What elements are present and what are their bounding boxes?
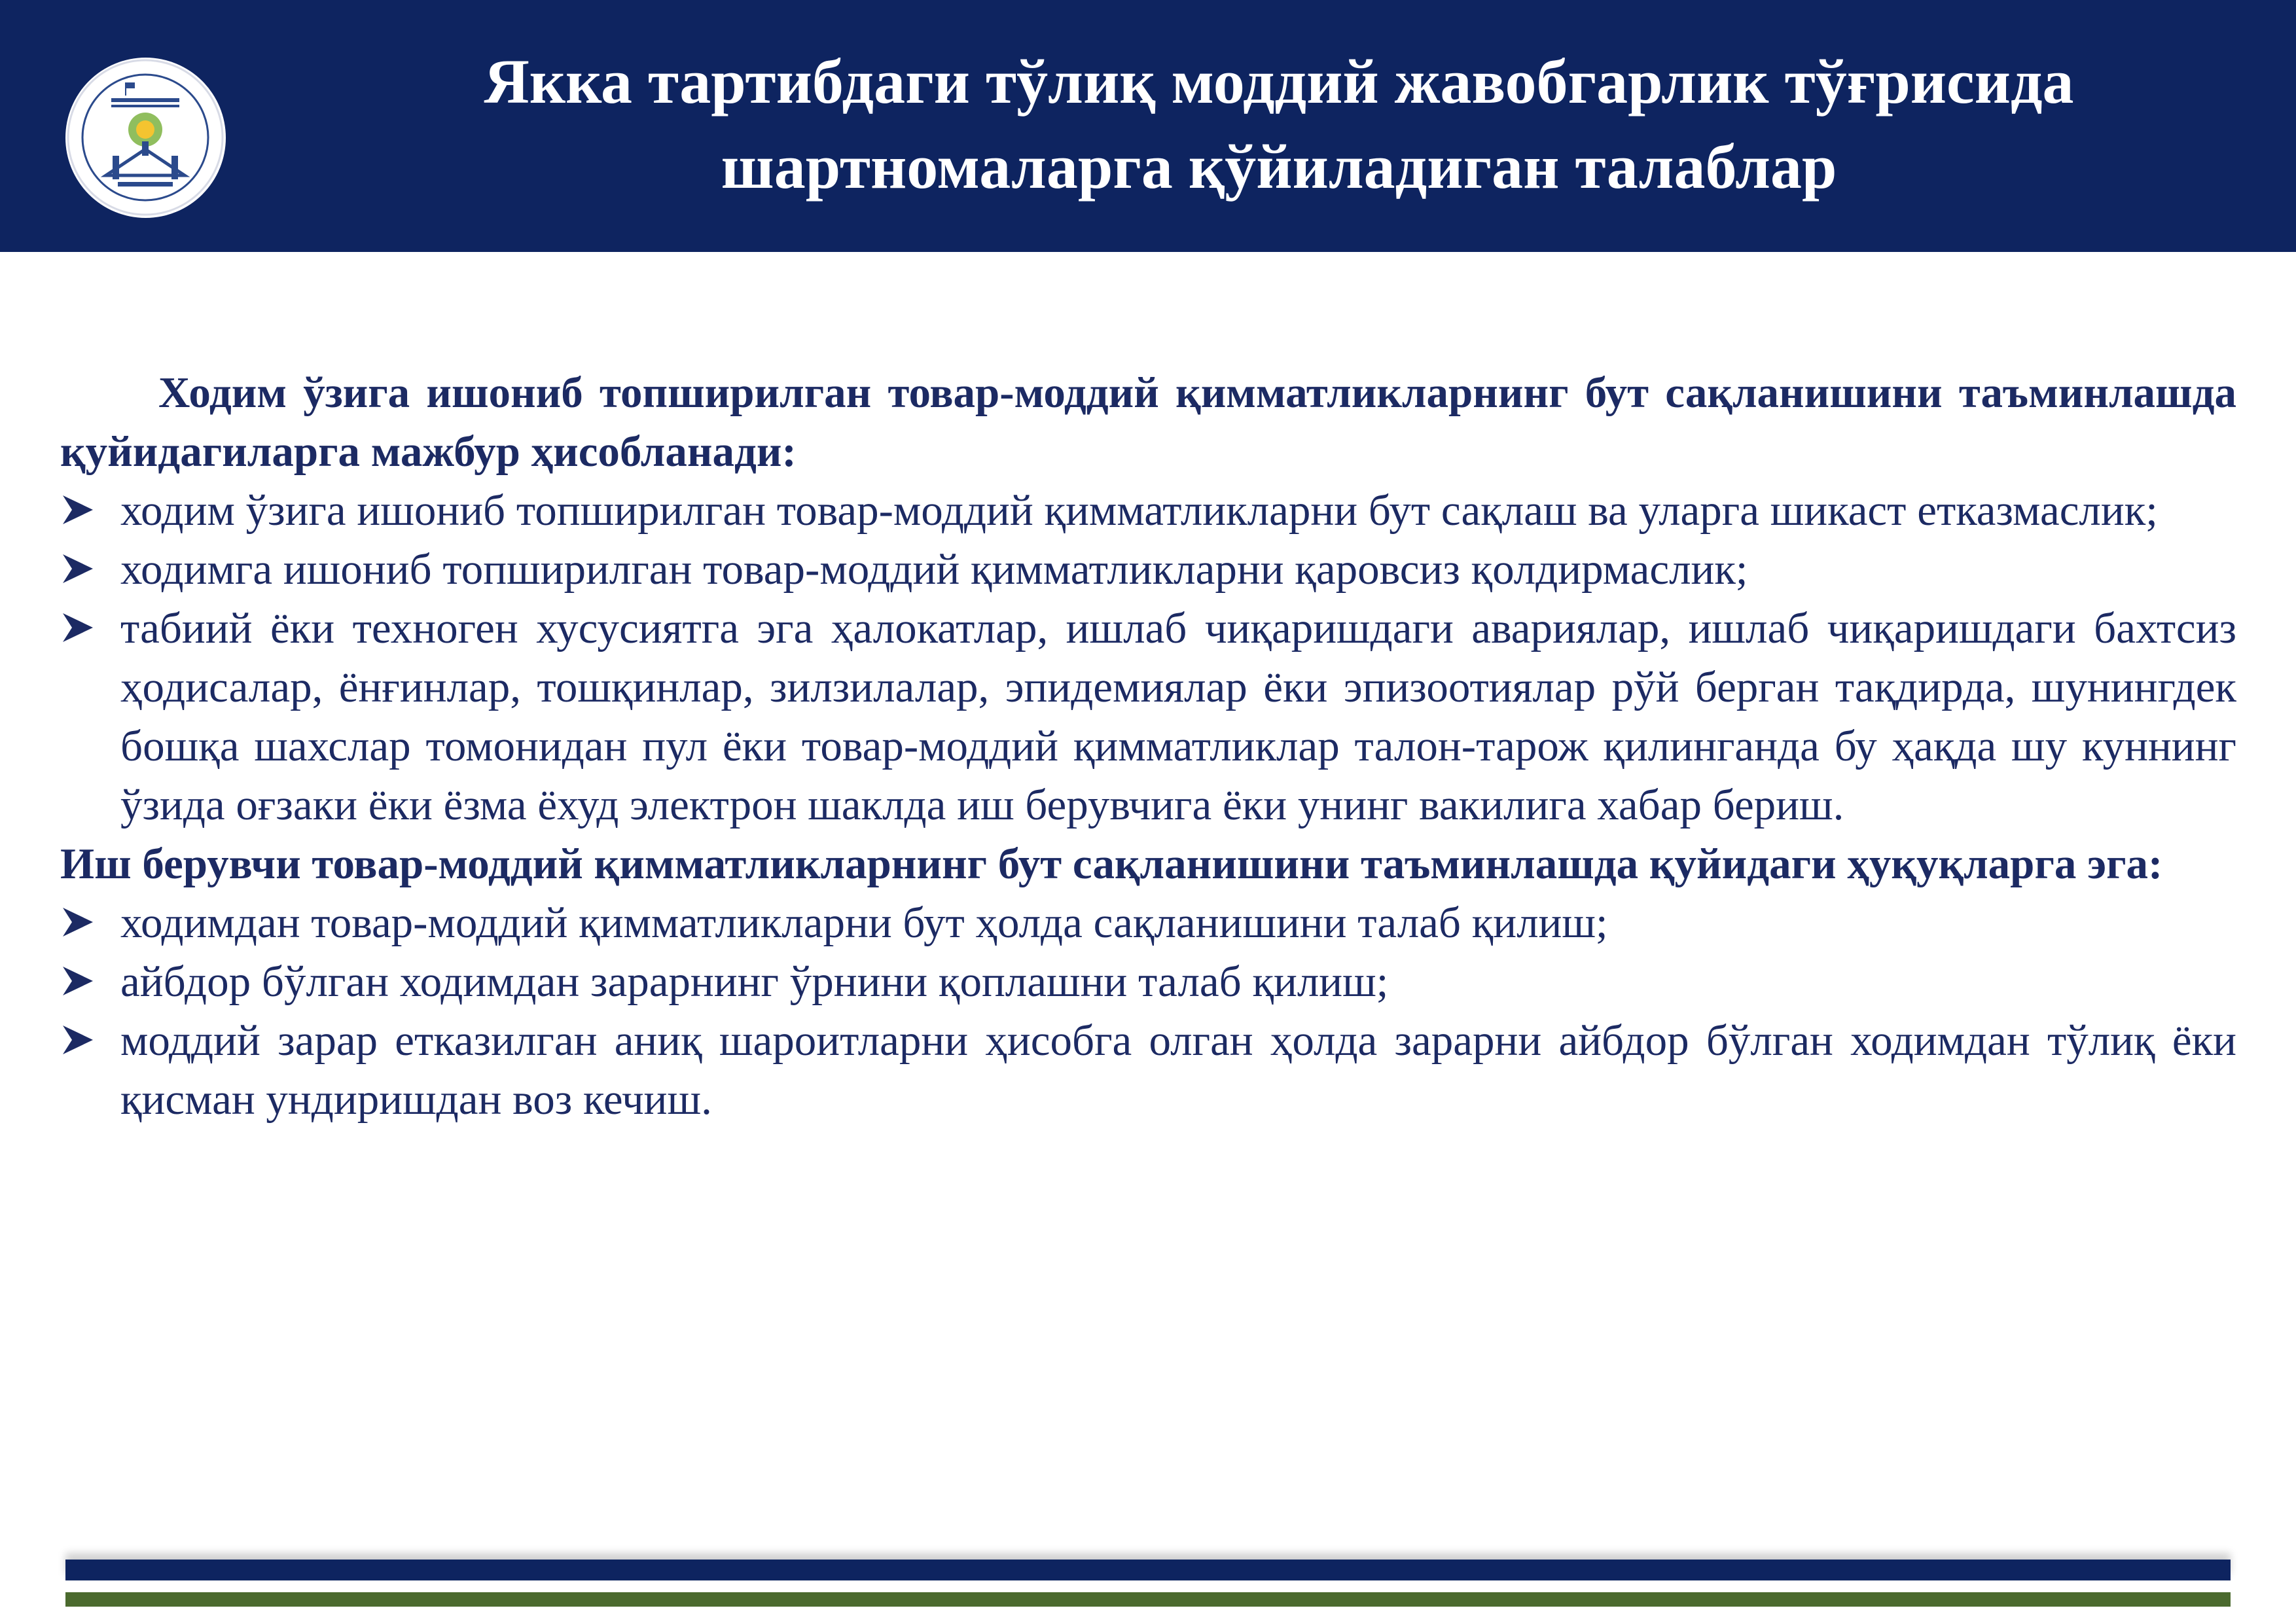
footer-green-bar: [65, 1592, 2231, 1607]
rights-heading: Иш берувчи товар-моддий қимматликларнинг бут сақланишини таъминлашда қуйидаги ҳуқуқларга эга:: [60, 840, 2163, 888]
right-text: моддий зарар етказилган аниқ шароитларни ҳисобга олган ҳолда зарарни айбдор бўлган ходимдан тўлиқ ёки қисман ундиришдан воз кечиш.: [120, 1016, 2236, 1124]
duty-text: ходимга ишониб топширилган товар-моддий қимматликларни қаровсиз қолдирмаслик;: [120, 545, 1748, 594]
document-body: [60, 363, 2236, 1129]
arrowhead-bullet-icon: [63, 599, 102, 658]
arrowhead-bullet-icon: [63, 952, 102, 1011]
arrowhead-bullet-icon: [63, 1011, 102, 1070]
arrowhead-bullet-icon: [63, 540, 102, 599]
list-item: [60, 952, 2236, 1011]
right-text: ходимдан товар-моддий қимматликларни бут ҳолда сақланишини талаб қилиш;: [120, 899, 1608, 947]
arrowhead-bullet-icon: [63, 481, 102, 540]
title-line-1: Якка тартибдаги тўлиқ моддий жавобгарлик тўғрисида: [484, 46, 2074, 116]
list-item: [60, 481, 2236, 540]
list-item: [60, 893, 2236, 952]
institution-emblem-icon: [65, 58, 226, 218]
duties-heading: Ходим ўзига ишониб топширилган товар-моддий қимматликларнинг бут сақланишини таъминлашда қуйидагиларга мажбур ҳисобланади:: [60, 368, 2236, 476]
list-item: [60, 1011, 2236, 1129]
duty-text: табиий ёки техноген хусусиятга эга ҳалокатлар, ишлаб чиқаришдаги авариялар, ишлаб чиқаришдаги бахтсиз ҳодисалар, ёнғинлар, тошқинлар, зилзилалар, эпидемиялар ёки эпизоотиялар рўй берган тақдирда, шунингдек бошқа шахслар томонидан пул ёки товар-моддий қимматликлар талон-тарож қилинганда бу ҳақда шу куннинг ўзида оғзаки ёки ёзма ёхуд электрон шаклда иш берувчига ёки унинг вакилига хабар бериш.: [120, 604, 2236, 829]
list-item: [60, 540, 2236, 599]
list-item: [60, 599, 2236, 834]
arrowhead-bullet-icon: [63, 893, 102, 952]
right-text: айбдор бўлган ходимдан зарарнинг ўрнини қоплашни талаб қилиш;: [120, 957, 1389, 1006]
page-title: [340, 39, 2217, 209]
duty-text: ходим ўзига ишониб топширилган товар-моддий қимматликларни бут сақлаш ва уларга шикаст етказмаслик;: [120, 486, 2158, 535]
header-banner: [0, 0, 2296, 252]
footer-blue-bar: [65, 1560, 2231, 1580]
title-line-2: шартномаларга қўйиладиган талаблар: [721, 132, 1837, 202]
